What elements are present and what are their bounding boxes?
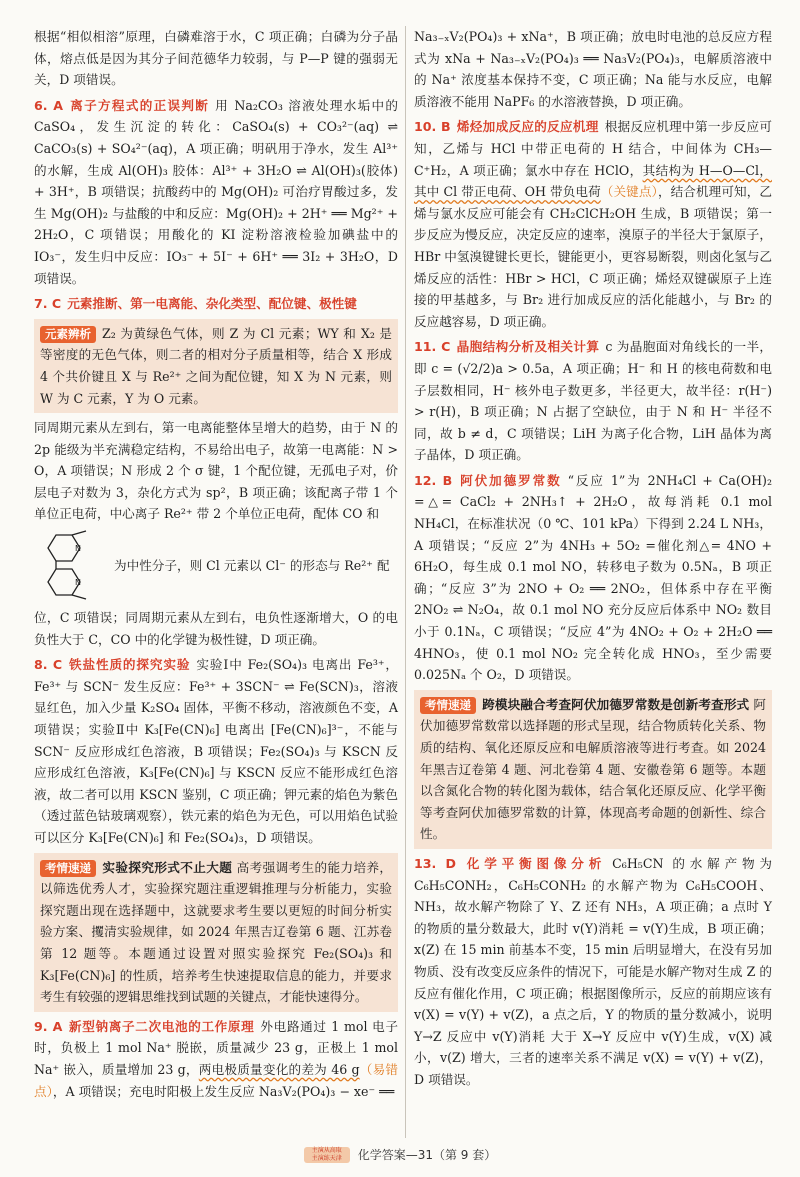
bipyridine-structure (34, 529, 398, 603)
q9-topic: 新型钠离子二次电池的工作原理 (68, 1018, 255, 1034)
q9-continuation: Na₃₋ₓV₂(PO₄)₃ + xNa⁺，B 项正确；放电时电池的总反应方程式为 xNa + Na₃₋ₓV₂(PO₄)₃ ══ Na₃V₂(PO₄)₃，电解质溶液中的 Na⁺ 浓度基本保持不变，C 项正确；Na 能与水反应，电解质溶液不能用 NaPF₆ 的水溶液替换，D 项正确。 (414, 29, 772, 109)
svg-text:N: N (75, 544, 81, 554)
question-12 (414, 470, 772, 686)
q10-note: （关键点） (600, 184, 658, 200)
column-divider (405, 26, 406, 1138)
q7-topic: 元素推断、第一电离能、杂化类型、配位键、极性键 (67, 296, 357, 312)
exam-trend-box-2 (414, 690, 772, 849)
q10-body-2: ，结合机理可知，乙烯与氯水反应可能会有 CH₂ClCH₂OH 生成，B 项错误；第一步反应为慢反应，决定反应的速率，溴原子的半径大于氯原子，HBr 中氢溴键键长更长，键能更小，更容易断裂，则卤化氢与乙烯反应的活性：HBr > HCl，C 项正确；烯烃双键碳原子上连接的甲基越多，与 Br₂ 进行加成反应的活化能越小，与 Br₂ 的反应越容易，D 项正确。 (414, 184, 773, 329)
q7-body-2: 位，C 项错误；同周期元素从左到右，电负性逐渐增大，O 的电负性大于 C，CO 中的化学键为极性键，D 项正确。 (34, 610, 398, 647)
q12-body: “反应 1”为 2NH₄Cl + Ca(OH)₂ =△= CaCl₂ + 2NH₃↑ + 2H₂O，故每消耗 0.1 mol NH₄Cl，在标准状况（0 ℃、101 kPa）下得到 2.24 L NH₃，A 项错误；“反应 2”为 4NH₃ + 5O₂ =催化剂△= 4NO + 6H₂O，每生成 0.1 mol NO，转移电子数为 0.5Nₐ，B 项正确；“反应 3”为 2NO + O₂ ══ 2NO₂，但体系中存在平衡 2NO₂ ⇌ N₂O₄，故 0.1 mol NO 充分反应后体系中 NO₂ 数目小于 0.1Nₐ，C 项错误；“反应 4”为 4NO₂ + O₂ + 2H₂O ══ 4HNO₃，使 0.1 mol NO₂ 完全转化成 HNO₃，至少需要 0.025Nₐ 个 O₂，D 项错误。 (414, 472, 773, 683)
q10-body-1: 根据反应机理中第一步反应可知，乙烯与 HCl 中带正电荷的 H 结合，中间体为 CH₃—C⁺H₂，A 项正确；氯水中存在 HClO， (414, 119, 772, 178)
intro-paragraph: 根据“相似相溶”原理，白磷难溶于水，C 项正确；白磷为分子晶体，熔点低是因为其分子间范德华力较弱，与 P—P 键的强弱无关，D 项错误。 (34, 29, 398, 88)
q9-highlight: 两电极质量变化的差为 46 g (198, 1061, 360, 1077)
page-number: 化学答案—31（第 9 套） (357, 1148, 497, 1162)
publisher-logo (304, 1147, 350, 1163)
q13-number: 13. D (414, 855, 456, 871)
q6-topic: 离子方程式的正误判断 (68, 97, 210, 113)
page-footer (0, 1146, 800, 1164)
logo-line-2: 主演练天津 (311, 1154, 342, 1162)
left-column (34, 26, 398, 1104)
q7-box-tag: 元素辨析 (40, 326, 96, 343)
q13-topic: 化学平衡图像分析 (461, 855, 607, 871)
q10-topic: 烯烃加成反应的反应机理 (456, 119, 599, 135)
q10-highlight: 其结构为 H—O—Cl，其中 Cl 带正电荷、OH 带负电荷 (414, 162, 772, 200)
q11-body: c 为晶胞面对角线长的一半，即 c = (√2/2)a > 0.5a，A 项正确；H⁻ 和 H 的核电荷数和电子层数相同，H⁻ 核外电子数更多，半径更大，故半径：r(H⁻) > r(H)，B 项正确；N 占据了空缺位，由于 N 和 H⁻ 半径不同，故 b ≠ d，C 项错误；LiH 为离子化合物，LiH 晶体为离子晶体，D 项正确。 (414, 339, 773, 463)
q10-number: 10. B (414, 119, 451, 135)
box2-text: 高考强调考生的能力培养，以筛选优秀人才，实验探究题注重逻辑推理与分析能力，实验探究题出现在选择题中，这就要求考生要以更短的时间分析实验方案、攫清实验规律，如 2024 年黑吉辽卷第 6 题、江苏卷第 12 题等。本题通过设置对照实验探究 Fe₂(SO₄)₃ 和 K₃[Fe(CN)₆] 的性质，培养考生快速提取信息的能力，并要求考生有较强的逻辑思维找到试题的关键点，才能快速得分。 (40, 859, 393, 1005)
q11-topic: 晶胞结构分析及相关计算 (456, 339, 600, 355)
exam-trend-box-1 (34, 853, 398, 1012)
q6-number: 6. A (34, 97, 63, 113)
q7-body-1: 同周期元素从左到右，第一电离能整体呈增大的趋势，由于 N 的 2p 能级为半充满稳定结构，不易给出电子，故第一电离能：N > O，A 项错误；N 形成 2 个 σ 键，1 个配位键，无孤电子对，价层电子对数为 3，杂化方式为 sp²，B 项正确；该配离子带 1 个单位正电荷，中心离子 Re²⁺ 带 2 个单位正电荷，配体 CO 和 (34, 420, 398, 522)
q8-topic: 铁盐性质的探究实验 (68, 657, 191, 673)
q7-analysis-box (34, 319, 398, 413)
question-10 (414, 116, 772, 332)
right-column (414, 26, 772, 1093)
question-13 (414, 853, 772, 1091)
q7-number: 7. C (34, 296, 62, 312)
q11-number: 11. C (414, 339, 451, 355)
q6-body: 用 Na₂CO₃ 溶液处理水垢中的 CaSO₄，发生沉淀的转化：CaSO₄(s) + CO₃²⁻(aq) ⇌ CaCO₃(s) + SO₄²⁻(aq)，A 项正确；明矾用于净水，发生 Al³⁺ 的水解，生成 Al(OH)₃ 胶体：Al³⁺ + 3H₂O ⇌ Al(OH)₃(胶体) + 3H⁺，B 项错误；抗酸药中的 Mg(OH)₂ 可治疗胃酸过多，发生 Mg(OH)₂ 与盐酸的中和反应：Mg(OH)₂ + 2H⁺ ══ Mg²⁺ + 2H₂O，C 项错误；用酸化的 KI 淀粉溶液检验加碘盐中的 IO₃⁻，发生归中反应：IO₃⁻ + 5I⁻ + 6H⁺ ══ 3I₂ + 3H₂O，D 项错误。 (34, 97, 399, 286)
q8-number: 8. C (34, 657, 63, 673)
q7-structure-text: 为中性分子，则 Cl 元素以 Cl⁻ 的形态与 Re²⁺ 配 (114, 558, 390, 574)
question-7 (34, 293, 398, 315)
q8-body: 实验Ⅰ中 Fe₂(SO₄)₃ 电离出 Fe³⁺，Fe³⁺ 与 SCN⁻ 发生反应：Fe³⁺ + 3SCN⁻ ⇌ Fe(SCN)₃，溶液显红色，加入少量 K₂SO₄ 固体，平衡不移动，溶液颜色不变，A 项错误；实验Ⅱ中 K₃[Fe(CN)₆] 电离出 [Fe(CN)₆]³⁻，不能与 SCN⁻ 反应形成红色溶液，B 项错误；Fe₂(SO₄)₃ 与 KSCN 反应形成红色溶液，K₃[Fe(CN)₆] 与 KSCN 反应不能形成红色溶液，故二者可以用 KSCN 鉴别，C 项正确；钾元素的焰色为紫色（透过蓝色钴玻璃观察），铁元素的焰色为无色，可以用焰色试验可以区分 K₃[Fe(CN)₆] 和 Fe₂(SO₄)₃，D 项错误。 (34, 657, 399, 845)
q12-number: 12. B (414, 472, 453, 488)
question-6 (34, 95, 398, 289)
logo-line-1: 主演从高取 (311, 1146, 342, 1154)
question-11 (414, 336, 772, 466)
svg-text:N: N (75, 578, 81, 588)
box2-tag: 考情速递 (40, 860, 96, 877)
bipyridine-structure-icon (34, 529, 108, 603)
box3-title: 跨模块融合考查阿伏加德罗常数是创新考查形式 (482, 696, 750, 712)
q13-body: C₆H₅CN 的水解产物为 C₆H₅CONH₂，C₆H₅CONH₂ 的水解产物为 C₆H₅COOH、NH₃，故水解产物除了 Y、Z 还有 NH₃，A 项正确；a 点时 Y 的物质的量分数最大，此时 v(Y)消耗 = v(Y)生成，B 项正确；x(Z) 在 15 min 前基本不变，15 min 后明显增大，在没有另加物质、没有改变反应条件的情况下，可能是水解产物对生成 Z 的反应有催化作用，C 项正确；根据图像所示，反应的前期应该有 v(X) = v(Y) + v(Z)，a 点之后，Y 的物质的量分数减小，说明 Y→Z 反应中 v(Y)消耗 大于 X→Y 反应中 v(Y)生成，v(X) 减小，v(Z) 增大，三者的速率关系不满足 v(X) = v(Y) + v(Z)，D 项错误。 (414, 855, 773, 1087)
box2-title: 实验探究形式不止大题 (102, 859, 233, 875)
question-9 (34, 1016, 398, 1102)
q9-body-1: 外电路通过 1 mol 电子时，负极上 1 mol Na⁺ 脱嵌，质量减少 23 g，正极上 1 mol Na⁺ 嵌入，质量增加 23 g， (34, 1018, 399, 1077)
q9-number: 9. A (34, 1018, 63, 1034)
q7-box-text: Z₂ 为黄绿色气体，则 Z 为 Cl 元素；WY 和 X₂ 是等密度的无色气体，则二者的相对分子质量相等，结合 X 形成 4 个共价键且 X 与 Re²⁺ 之间为配位键，知 X 为 N 元素，则 W 为 C 元素，Y 为 O 元素。 (40, 325, 392, 406)
q12-topic: 阿伏加德罗常数 (458, 472, 562, 488)
box3-text: 阿伏加德罗常数常以选择题的形式呈现，结合物质转化关系、物质的结构、氧化还原反应和电解质溶液等进行考查。如 2024 年黑吉辽卷第 4 题、河北卷第 4 题、安徽卷第 6 题等。本题以含氮化合物的转化图为载体，结合氧化还原反应、化学平衡等考查阿伏加德罗常数的计算，体现高考命题的创新性、综合性。 (420, 696, 766, 842)
q9-note: （易错点） (34, 1061, 399, 1099)
box3-tag: 考情速递 (420, 697, 476, 714)
q9-body-2: ，A 项错误；充电时阳极上发生反应 Na₃V₂(PO₄)₃ − xe⁻ ══ (52, 1083, 395, 1099)
question-8 (34, 654, 398, 848)
